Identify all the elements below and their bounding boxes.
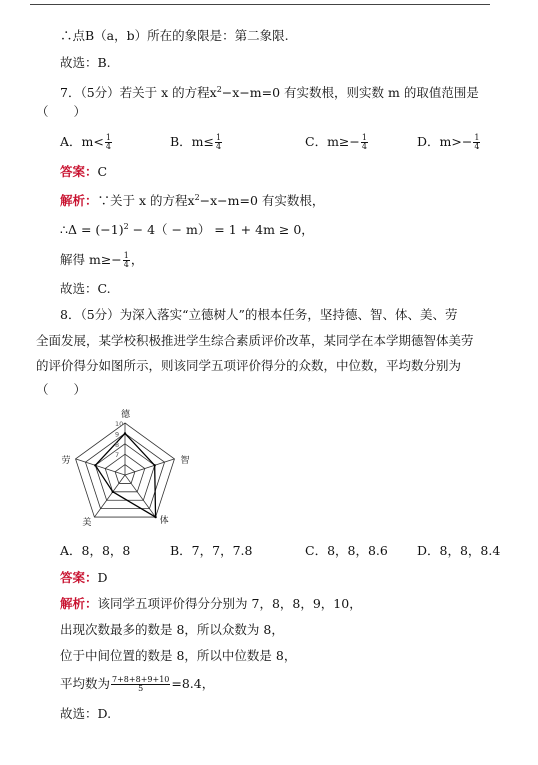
q7-option-d[interactable]: D．m>− $\frac{1}{4}$	[417, 133, 480, 151]
q7-analysis-2: ∴Δ = $(-1)^2 - 4( - m) = 1 + 4m \ge 0$，	[60, 222, 314, 238]
radar-tick-label: 7	[115, 451, 120, 460]
q8-stem-2: 全面发展，某学校积极推进学生综合素质评价改革，某同学在本学期德智体美劳	[36, 333, 474, 348]
radar-axis-label: 体	[159, 516, 169, 527]
q7-analysis-1: 解析：∵关于 x 的方程$x^2-x-m=0$ 有实数根，	[60, 193, 325, 209]
p6-conclusion: ∴点B（a，b）所在的象限是：第二象限.	[60, 28, 289, 43]
q8-stem-3: 的评价得分如图所示，则该同学五项评价得分的众数，中位数，平均数分别为	[36, 358, 462, 373]
radar-axis-label: 智	[180, 455, 190, 466]
radar-axis-label: 德	[121, 410, 131, 420]
q8-option-a[interactable]: A．8，8，8	[60, 543, 131, 558]
radar-tick-label: 10	[115, 420, 124, 428]
q8-analysis-1: 解析：该同学五项评价得分分别为 7，8，8，9，10，	[60, 596, 362, 611]
header-rule	[30, 4, 490, 5]
q8-analysis-4: 平均数为 $\frac{7+8+8+9+10}{5}$ =8.4，	[60, 675, 215, 693]
q8-stem-1: 8．（5分）为深入落实“立德树人”的根本任务，坚持德、智、体、美、劳	[60, 307, 458, 322]
q8-final: 故选：D.	[60, 706, 112, 721]
radar-point	[112, 491, 114, 493]
q7-final: 故选：C.	[60, 281, 111, 296]
q7-stem-paren: （ ）	[36, 104, 87, 119]
q8-option-d[interactable]: D．8，8，8.4	[417, 543, 501, 558]
radar-point	[154, 516, 156, 518]
radar-point	[94, 464, 96, 466]
q7-option-c[interactable]: C．m≥− $\frac{1}{4}$	[305, 133, 367, 151]
radar-point	[153, 464, 155, 466]
q8-stem-4: （ ）	[36, 382, 87, 397]
radar-point	[124, 432, 126, 434]
q7-stem: 7．（5分）若关于 x 的方程$x^2-x-m=0$ 有实数根，则实数 m 的取值范围是	[60, 85, 479, 101]
q8-analysis-2: 出现次数最多的数是 8，所以众数为 8，	[60, 622, 284, 637]
q8-answer: 答案：D	[60, 570, 108, 585]
radar-tick-label: 8	[115, 440, 120, 449]
radar-axis-label: 劳	[61, 455, 71, 466]
q8-analysis-3: 位于中间位置的数是 8，所以中位数是 8，	[60, 648, 297, 663]
p6-answer: 故选：B.	[60, 55, 111, 70]
q7-option-a[interactable]: A．m< $\frac{1}{4}$	[60, 133, 111, 151]
q8-option-b[interactable]: B．7，7，7.8	[170, 543, 253, 558]
q8-option-c[interactable]: C．8，8，8.6	[305, 543, 388, 558]
q7-option-b[interactable]: B．m≤ $\frac{1}{4}$	[170, 133, 222, 151]
q7-analysis-3: 解得 m≥− $\frac{1}{4}$ ，	[60, 251, 144, 269]
radar-axis-label: 美	[82, 518, 92, 529]
radar-tick-label: 9	[115, 430, 120, 439]
radar-chart	[46, 403, 206, 538]
q7-answer: 答案：C	[60, 164, 108, 179]
